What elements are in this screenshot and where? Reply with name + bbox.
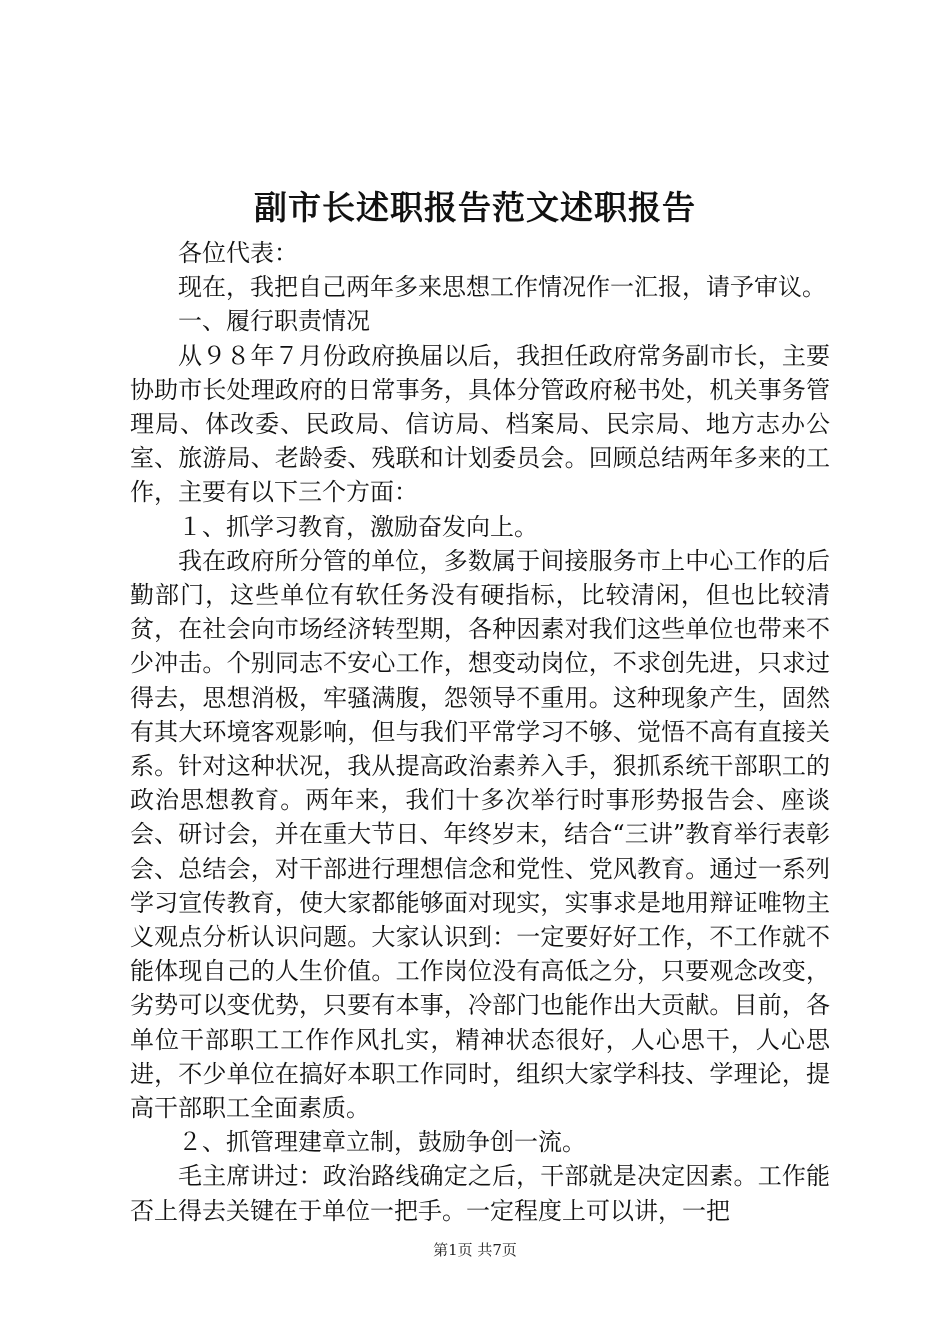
document-body — [130, 236, 830, 1228]
paragraph-education: 我在政府所分管的单位，多数属于间接服务市上中心工作的后勤部门，这些单位有软任务没有硬指标，比较清闲，但也比较清贫，在社会向市场经济转型期，各种因素对我们这些单位也带来不少冲击。个别同志不安心工作，想变动岗位，不求创先进，只求过得去，思想消极，牢骚满腹，怨领导不重用。这种现象产生，固然有其大环境客观影响，但与我们平常学习不够、觉悟不高有直接关系。针对这种状况，我从提高政治素养入手，狠抓系统干部职工的政治思想教育。两年来，我们十多次举行时事形势报告会、座谈会、研讨会，并在重大节日、年终岁末，结合“三讲”教育举行表彰会、总结会，对干部进行理想信念和党性、党风教育。通过一系列学习宣传教育，使大家都能够面对现实，实事求是地用辩证唯物主义观点分析认识问题。大家认识到：一定要好好工作，不工作就不能体现自己的人生价值。工作岗位没有高低之分，只要观念改变，劣势可以变优势，只要有本事，冷部门也能作出大贡献。目前，各单位干部职工工作作风扎实，精神状态很好，人心思干，人心思进，不少单位在搞好本职工作同时，组织大家学科技、学理论，提高干部职工全面素质。 — [130, 546, 830, 1123]
paragraph-duties: 从９８年７月份政府换届以后，我担任政府常务副市长，主要协助市长处理政府的日常事务，具体分管政府秘书处，机关事务管理局、体改委、民政局、信访局、档案局、民宗局、地方志办公室、旅游局、老龄委、残联和计划委员会。回顾总结两年多来的工作，主要有以下三个方面： — [130, 341, 830, 507]
subheading-2: ２、抓管理建章立制，鼓励争创一流。 — [178, 1128, 586, 1157]
paragraph-intro: 现在，我把自己两年多来思想工作情况作一汇报，请予审议。 — [178, 273, 826, 302]
section-heading-1: 一、履行职责情况 — [178, 307, 370, 336]
paragraph-management: 毛主席讲过：政治路线确定之后，干部就是决定因素。工作能否上得去关键在于单位一把手。一定程度上可以讲，一把 — [130, 1162, 830, 1225]
subheading-1: １、抓学习教育，激励奋发向上。 — [178, 512, 538, 541]
page-number-footer: 第1页 共7页 — [433, 1241, 517, 1259]
document-title: 副市长述职报告范文述职报告 — [254, 188, 696, 227]
paragraph-salutation: 各位代表： — [178, 239, 298, 267]
